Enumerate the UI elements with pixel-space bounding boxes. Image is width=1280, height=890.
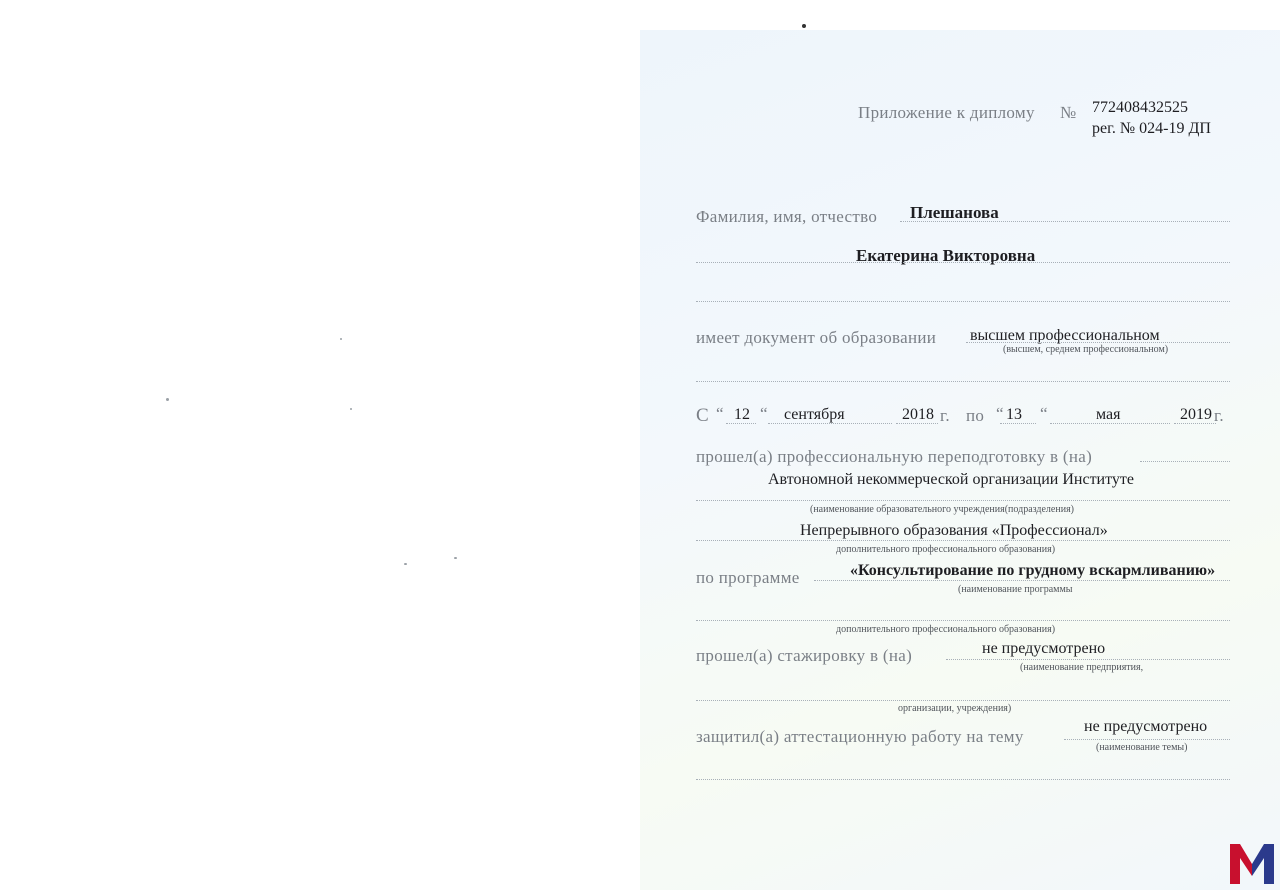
education-value: высшем профессиональном [970,327,1160,344]
internship-hint-2: организации, учреждения) [898,703,1012,714]
retraining-institution-1: Автономной некоммерческой организации Институте [768,471,1134,488]
scan-speck [802,24,806,28]
period-year-suffix-1: г. [940,406,950,425]
period-quote-open: “ [716,404,724,423]
fio-name-patronymic: Екатерина Викторовна [856,246,1036,265]
period-quote-open-2: “ [996,404,1004,423]
internship-value: не предусмотрено [982,640,1106,657]
registration-number: рег. № 024-19 ДП [1092,120,1211,137]
thesis-line-2 [696,779,1230,780]
period-from-month: сентября [784,406,845,423]
period-to-day: 13 [1006,406,1022,423]
period-from-year: 2018 [902,406,934,423]
number-sign: № [1060,103,1077,122]
internship-label: прошел(а) стажировку в (на) [696,646,913,665]
period-from-label: С [696,405,709,426]
scan-speck [340,338,342,340]
period-to-month: мая [1096,406,1121,423]
program-hint-2: дополнительного профессионального образования) [836,624,1056,635]
period-to-label: по [966,406,985,425]
diploma-number: 772408432525 [1092,99,1188,116]
program-label: по программе [696,568,800,587]
document-title: Приложение к диплому [858,103,1035,122]
period-year-suffix-2: г. [1214,406,1224,425]
retraining-institution-2: Непрерывного образования «Профессионал» [800,522,1108,539]
retraining-line [1140,461,1230,462]
thesis-hint: (наименование темы) [1096,742,1188,753]
period-quote-close: “ [760,404,768,423]
program-line [814,580,1230,581]
internship-hint: (наименование предприятия, [1020,662,1144,673]
to-month-line [1050,423,1170,424]
to-day-line [1000,423,1036,424]
retraining-label: прошел(а) профессиональную переподготовку в (на) [696,447,1093,466]
program-line-2 [696,620,1230,621]
thesis-line [1064,739,1230,740]
thesis-label: защитил(а) аттестационную работу на тему [696,727,1024,746]
education-label: имеет документ об образовании [696,328,937,347]
fio-line-3 [696,301,1230,302]
retraining-hint-1: (наименование образовательного учреждения(подразделения) [810,504,1074,515]
retraining-line-2 [696,500,1230,501]
scan-speck [404,563,407,565]
program-value: «Консультирование по грудному вскармливанию» [850,562,1216,579]
to-year-line [1174,423,1216,424]
fio-line-1 [900,221,1230,222]
fio-label: Фамилия, имя, отчество [696,207,878,226]
program-hint: (наименование программы [958,584,1073,595]
fio-line-2 [696,262,1230,263]
period-from-day: 12 [734,406,750,423]
education-line-2 [696,381,1230,382]
thesis-value: не предусмотрено [1084,718,1208,735]
period-to-year: 2019 [1180,406,1212,423]
internship-line [946,659,1230,660]
education-line [966,342,1230,343]
education-hint: (высшем, среднем профессиональном) [1003,344,1169,355]
scan-speck [454,557,457,559]
internship-line-2 [696,700,1230,701]
m-logo-icon [1228,842,1276,886]
retraining-hint-2: дополнительного профессионального образования) [836,544,1056,555]
scan-speck [350,408,352,410]
from-month-line [768,423,892,424]
retraining-line-3 [696,540,1230,541]
from-day-line [726,423,756,424]
fio-surname: Плешанова [910,203,999,222]
scan-speck [166,398,169,401]
period-quote-close-2: “ [1040,404,1048,423]
from-year-line [896,423,938,424]
